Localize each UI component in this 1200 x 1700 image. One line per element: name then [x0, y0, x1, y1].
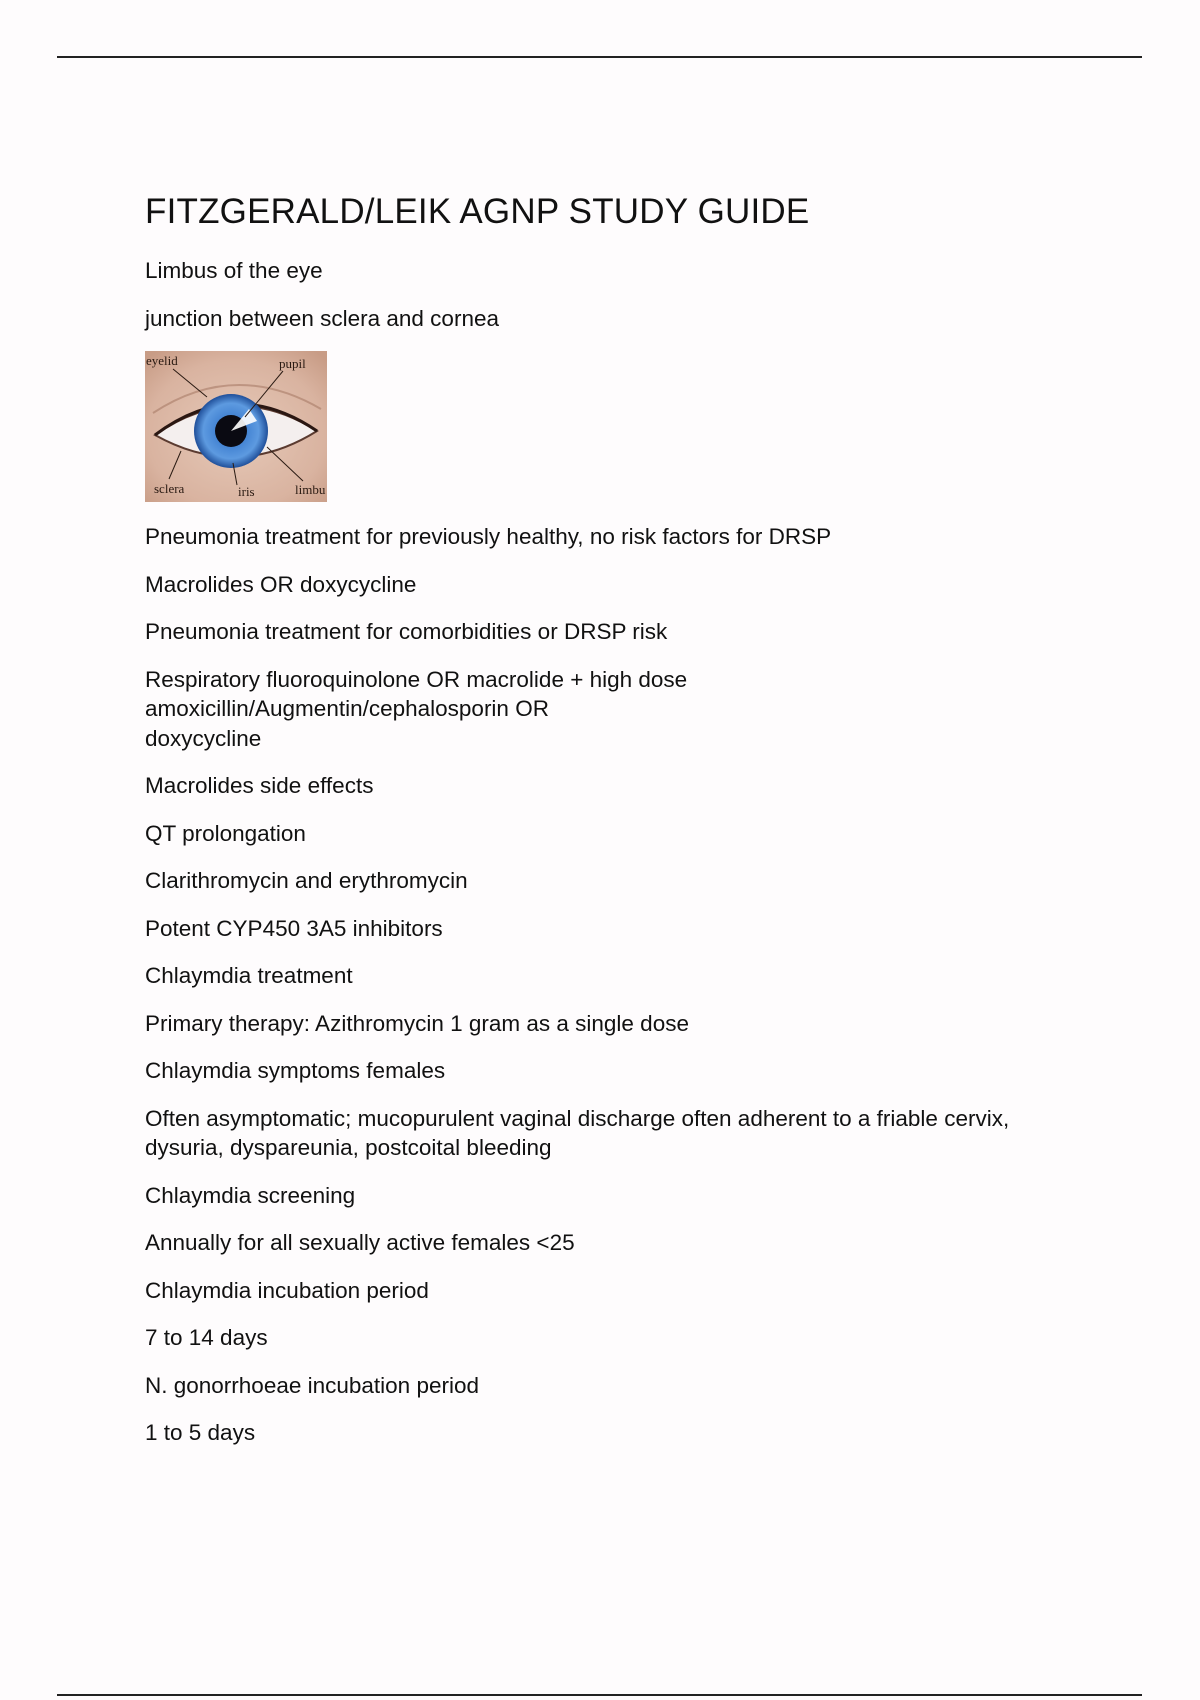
study-definition: 7 to 14 days: [145, 1325, 268, 1350]
study-definition: Annually for all sexually active females <25: [145, 1230, 575, 1255]
study-term: Clarithromycin and erythromycin: [145, 868, 468, 893]
study-definition: Often asymptomatic; mucopurulent vaginal discharge often adherent to a friable cervix, dysuria, dyspareunia, postcoital bleeding: [145, 1105, 1010, 1160]
study-definition: Potent CYP450 3A5 inhibitors: [145, 915, 443, 941]
limbus-label: limbu: [295, 482, 326, 497]
iris-label: iris: [238, 484, 255, 499]
eye-illustration: [145, 351, 327, 502]
study-term: Limbus of the eye: [145, 258, 323, 283]
study-term: Pneumonia treatment for previously healthy, no risk factors for DRSP: [145, 524, 832, 549]
sclera-label: sclera: [154, 481, 185, 496]
bottom-rule: [57, 1694, 1142, 1696]
study-definition: Primary therapy: Azithromycin 1 gram as a single dose: [145, 1010, 689, 1036]
study-definition: 1 to 5 days: [145, 1420, 256, 1445]
study-term: Chlaymdia screening: [145, 1182, 356, 1208]
study-term: Chlaymdia symptoms females: [145, 1058, 446, 1083]
study-definition: QT prolongation: [145, 820, 306, 846]
study-term: Macrolides side effects: [145, 773, 374, 798]
study-term: N. gonorrhoeae incubation period: [145, 1372, 479, 1398]
study-term: Chlaymdia incubation period: [145, 1277, 429, 1303]
study-term: Pneumonia treatment for comorbidities or DRSP risk: [145, 619, 668, 644]
study-guide-content: [145, 190, 1105, 1466]
top-rule: [57, 56, 1142, 58]
study-definition: Respiratory fluoroquinolone OR macrolide + high dose amoxicillin/Augmentin/cephalosporin OR doxycycline: [145, 666, 688, 751]
eye-anatomy-figure: [145, 351, 327, 502]
document-title: FITZGERALD/LEIK AGNP STUDY GUIDE: [145, 192, 810, 231]
pupil-label: pupil: [279, 356, 306, 371]
study-definition: junction between sclera and cornea: [145, 305, 499, 331]
eyelid-label: eyelid: [146, 353, 178, 368]
study-definition: Macrolides OR doxycycline: [145, 571, 417, 597]
study-term: Chlaymdia treatment: [145, 963, 353, 988]
